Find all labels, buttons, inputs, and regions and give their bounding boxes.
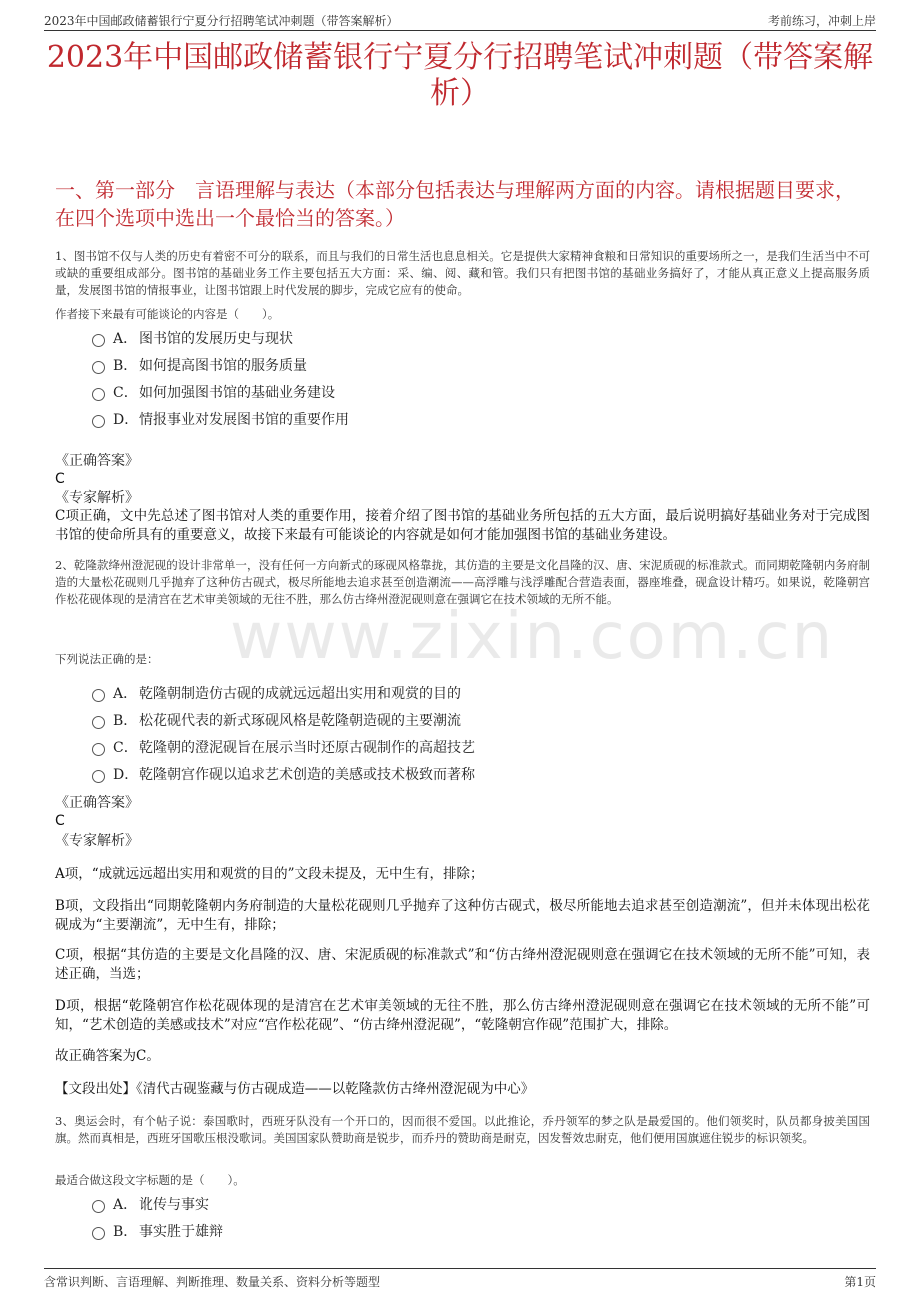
q1-analysis-label: 《专家解析》 (55, 490, 139, 506)
option-text: 情报事业对发展图书馆的重要作用 (139, 412, 349, 428)
page-title: 2023年中国邮政储蓄银行宁夏分行招聘笔试冲刺题（带答案解析） (46, 40, 874, 111)
header-left-text: 2023年中国邮政储蓄银行宁夏分行招聘笔试冲刺题（带答案解析） (44, 14, 399, 28)
radio-icon[interactable] (92, 388, 105, 401)
q2-option-a[interactable] (92, 684, 461, 704)
q2-analysis-b: B项，文段指出“同期乾隆朝内务府制造的大量松花砚则几乎抛弃了这种仿古砚式，极尽所能地去追求甚至创造潮流”，但并未体现出松花砚成为“主要潮流”，无中生有，排除； (55, 898, 870, 933)
watermark: www.zixin.com.cn (230, 600, 835, 674)
option-letter: D． (113, 412, 139, 428)
option-text: 如何加强图书馆的基础业务建设 (139, 385, 335, 401)
radio-icon[interactable] (92, 770, 105, 783)
radio-icon[interactable] (92, 1200, 105, 1213)
q1-analysis: C项正确，文中先总述了图书馆对人类的重要作用，接着介绍了图书馆的基础业务所包括的五大方面，最后说明搞好基础业务对于完成图书馆的使命所具有的重要意义，故接下来最有可能谈论的内容就是如何才能加强图书馆的基础业务建设。 (55, 508, 870, 543)
option-text: 乾隆朝的澄泥砚旨在展示当时还原古砚制作的高超技艺 (139, 740, 475, 756)
header-right-text: 考前练习，冲刺上岸 (767, 14, 876, 28)
option-text: 乾隆朝宫作砚以追求艺术创造的美感或技术极致而著称 (139, 767, 475, 783)
option-text: 事实胜于雄辩 (139, 1224, 223, 1240)
q2-source: 【文段出处】《清代古砚鉴藏与仿古砚成造——以乾隆款仿古绛州澄泥砚为中心》 (55, 1081, 535, 1097)
radio-icon[interactable] (92, 361, 105, 374)
q2-question: 下列说法正确的是： (55, 652, 159, 666)
q3-question: 最适合做这段文字标题的是（ ）。 (55, 1173, 245, 1187)
option-letter: B． (113, 358, 138, 374)
q2-option-c[interactable] (92, 738, 475, 758)
q1-option-d[interactable] (92, 410, 349, 430)
q1-option-c[interactable] (92, 383, 335, 403)
q1-stem: 1、图书馆不仅与人类的历史有着密不可分的联系，而且与我们的日常生活也息息相关。它是提供大家精神食粮和日常知识的重要场所之一，是我们生活当中不可或缺的重要组成部分。图书馆的基础业务工作主要包括五大方面：采、编、阅、藏和管。我们只有把图书馆的基础业务搞好了，才能从真正意义上提高服务质量，发展图书馆的情报事业，让图书馆跟上时代发展的脚步，完成它应有的使命。 (55, 249, 870, 297)
option-letter: A． (113, 331, 138, 347)
q2-analysis-label: 《专家解析》 (55, 833, 139, 849)
q1-question: 作者接下来最有可能谈论的内容是（ ）。 (55, 307, 280, 321)
option-letter: B． (113, 713, 138, 729)
q2-option-d[interactable] (92, 765, 475, 785)
q1-answer-label: 《正确答案》 (55, 453, 139, 469)
option-letter: D． (113, 767, 139, 783)
q1-option-b[interactable] (92, 356, 307, 376)
q2-answer: C (55, 813, 65, 829)
q1-answer: C (55, 471, 65, 487)
option-text: 图书馆的发展历史与现状 (139, 331, 293, 347)
option-text: 乾隆朝制造仿古砚的成就远远超出实用和观赏的目的 (139, 686, 461, 702)
page-footer (44, 1268, 876, 1291)
radio-icon[interactable] (92, 743, 105, 756)
radio-icon[interactable] (92, 689, 105, 702)
section-heading: 一、第一部分 言语理解与表达（本部分包括表达与理解两方面的内容。请根据题目要求，在四个选项中选出一个最恰当的答案。） (55, 178, 855, 230)
q2-analysis-a: A项，“成就远远超出实用和观赏的目的”文段未提及，无中生有，排除； (55, 866, 484, 882)
option-letter: A． (113, 1197, 138, 1213)
option-text: 讹传与事实 (139, 1197, 209, 1213)
radio-icon[interactable] (92, 415, 105, 428)
q2-stem: 2、乾隆款绛州澄泥砚的设计非常单一，没有任何一方向新式的琢砚风格靠拢，其仿造的主要是文化昌隆的汉、唐、宋泥质砚的标准款式。而同期乾隆朝内务府制造的大量松花砚则几乎抛弃了这种仿古砚式，极尽所能地去追求甚至创造潮流——高浮雕与浅浮雕配合营造表面，器座堆叠，砚盒设计精巧。如果说，乾隆朝宫作松花砚体现的是清宫在艺术审美领域的无往不胜，那么仿古绛州澄泥砚则意在强调它在技术领域的无所不能。 (55, 558, 870, 606)
footer-left-text: 含常识判断、言语理解、判断推理、数量关系、资料分析等题型 (44, 1275, 381, 1289)
radio-icon[interactable] (92, 334, 105, 347)
q3-option-b[interactable] (92, 1222, 223, 1242)
q3-stem: 3、奥运会时，有个帖子说：泰国歌时，西班牙队没有一个开口的，因而很不爱国。以此推论，乔丹领军的梦之队是最爱国的。他们领奖时，队员都身披美国国旗。然而真相是，西班牙国歌压根没歌词。美国国家队赞助商是锐步，而乔丹的赞助商是耐克，因发誓效忠耐克，他们便用国旗遮住锐步的标识领奖。 (55, 1114, 870, 1145)
option-letter: C． (113, 385, 138, 401)
q3-option-a[interactable] (92, 1195, 209, 1215)
option-letter: B． (113, 1224, 138, 1240)
q2-analysis-c: C项，根据“其仿造的主要是文化昌隆的汉、唐、宋泥质砚的标准款式”和“仿古绛州澄泥砚则意在强调它在技术领域的无所不能”可知，表述正确，当选； (55, 947, 870, 982)
q2-option-b[interactable] (92, 711, 461, 731)
q1-option-a[interactable] (92, 329, 293, 349)
option-text: 松花砚代表的新式琢砚风格是乾隆朝造砚的主要潮流 (139, 713, 461, 729)
page-header (44, 8, 876, 31)
radio-icon[interactable] (92, 716, 105, 729)
radio-icon[interactable] (92, 1227, 105, 1240)
q2-conclusion: 故正确答案为C。 (55, 1048, 160, 1064)
option-letter: A． (113, 686, 138, 702)
q2-answer-label: 《正确答案》 (55, 795, 139, 811)
option-letter: C． (113, 740, 138, 756)
option-text: 如何提高图书馆的服务质量 (139, 358, 307, 374)
q2-analysis-d: D项，根据“乾隆朝宫作松花砚体现的是清宫在艺术审美领域的无往不胜，那么仿古绛州澄泥砚则意在强调它在技术领域的无所不能”可知，“艺术创造的美感或技术”对应“宫作松花砚”、“仿古绛州澄泥砚”，“乾隆朝宫作砚”范围扩大，排除。 (55, 998, 870, 1033)
page-number: 第1页 (844, 1275, 876, 1289)
